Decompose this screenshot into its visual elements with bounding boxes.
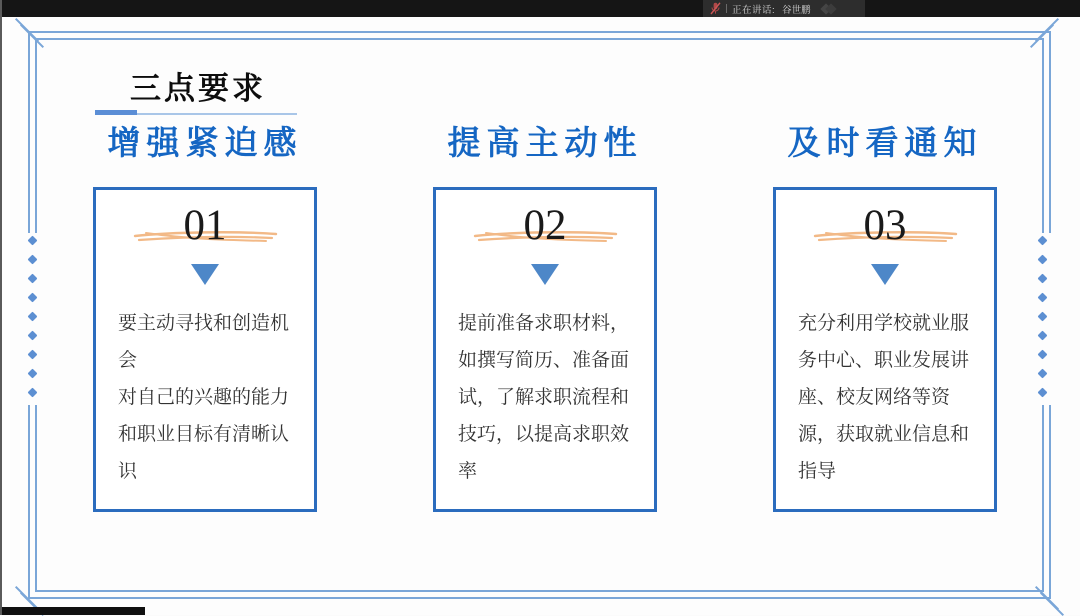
- card-body: [776, 305, 994, 490]
- diamond-ornament-icon: [1038, 255, 1048, 265]
- speaking-indicator[interactable]: [703, 0, 865, 17]
- speaking-status-label: 正在讲话:: [732, 4, 776, 16]
- card-number-block: [96, 200, 314, 252]
- diamond-ornament-icon: [28, 369, 38, 379]
- down-arrow-icon: [871, 264, 899, 285]
- bottom-black-strip: [0, 607, 145, 615]
- column-urgency: [83, 123, 327, 512]
- title-underline-accent: [95, 110, 137, 115]
- left-diamond-ornament-column: [29, 237, 36, 396]
- speaker-name: 谷世鹏: [782, 4, 811, 16]
- column-heading: 提高主动性: [447, 124, 643, 161]
- down-arrow-icon: [531, 264, 559, 285]
- down-arrow-icon: [191, 264, 219, 285]
- card-body: [436, 305, 654, 490]
- diamond-ornament-icon: [28, 293, 38, 303]
- page-title: 三点要求: [130, 71, 266, 106]
- diamond-ornament-icon: [1038, 312, 1048, 322]
- meeting-top-bar: [0, 0, 1080, 17]
- diamond-ornament-icon: [1038, 274, 1048, 284]
- diamond-ornament-icon: [28, 274, 38, 284]
- diamond-ornament-icon: [1038, 350, 1048, 360]
- card-number: 02: [523, 201, 567, 249]
- card-paragraph: 充分利用学校就业服务中心、职业发展讲座、校友网络等资源，获取就业信息和指导: [798, 312, 970, 482]
- diamond-ornament-icon: [28, 312, 38, 322]
- card-number: 03: [863, 201, 907, 249]
- muted-mic-icon: [710, 2, 721, 15]
- diamond-ornament-icon: [1038, 236, 1048, 246]
- slide-canvas: [0, 17, 1080, 615]
- diamond-ornament-icon: [1038, 293, 1048, 303]
- divider: [726, 4, 727, 13]
- logo-diamonds-icon: [822, 5, 835, 13]
- diamond-ornament-icon: [1038, 369, 1048, 379]
- card-paragraph: 对自己的兴趣的能力和职业目标有清晰认识: [118, 386, 290, 482]
- diamond-ornament-icon: [1038, 388, 1048, 398]
- window-left-edge: [0, 0, 2, 615]
- card-paragraph: 提前准备求职材料，如撰写简历、准备面试，了解求职流程和技巧，以提高求职效率: [458, 312, 630, 482]
- card: [773, 187, 997, 512]
- card-paragraph: 要主动寻找和创造机会: [118, 312, 290, 371]
- card-number: 01: [183, 201, 227, 249]
- corner-tick-icon: [1040, 592, 1064, 616]
- diamond-ornament-icon: [28, 350, 38, 360]
- right-diamond-ornament-column: [1039, 237, 1046, 396]
- column-heading: 及时看通知: [787, 124, 983, 161]
- card: [433, 187, 657, 512]
- card: [93, 187, 317, 512]
- column-initiative: [423, 123, 667, 512]
- diamond-ornament-icon: [28, 331, 38, 341]
- diamond-ornament-icon: [28, 388, 38, 398]
- column-notifications: [763, 123, 1007, 512]
- diamond-ornament-icon: [28, 236, 38, 246]
- diamond-ornament-icon: [1038, 331, 1048, 341]
- column-heading: 增强紧迫感: [107, 124, 303, 161]
- card-number-block: [436, 200, 654, 252]
- diamond-ornament-icon: [28, 255, 38, 265]
- card-number-block: [776, 200, 994, 252]
- card-body: [96, 305, 314, 490]
